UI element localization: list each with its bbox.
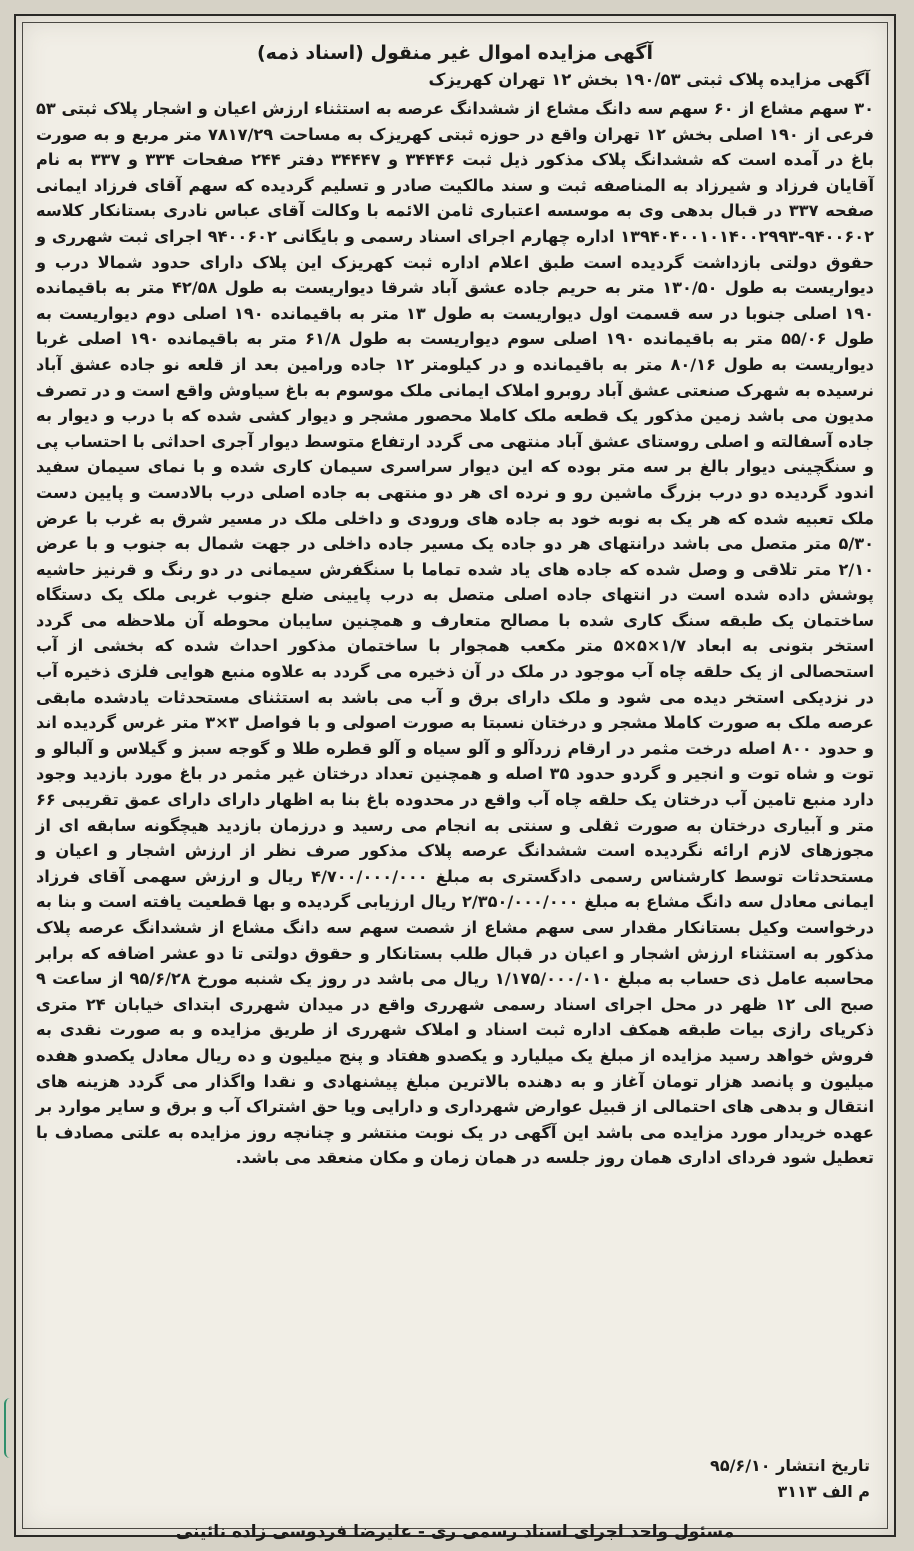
reference-number: م الف ۳۱۱۳ [777, 1482, 870, 1501]
signature-line: مسئول واحد اجرای اسناد رسمی ری - علیرضا فردوسی زاده نائینی [175, 1522, 735, 1542]
notice-subtitle: آگهی مزایده پلاک ثبتی ۱۹۰/۵۳ بخش ۱۲ تهران کهریزک [428, 70, 870, 89]
publication-date: تاریخ انتشار ۹۵/۶/۱۰ [710, 1456, 870, 1475]
notice-title: آگهی مزایده اموال غیر منقول (اسناد ذمه) [256, 42, 653, 64]
notice-body: ۳۰ سهم مشاع از ۶۰ سهم سه دانگ مشاع از ششدانگ عرصه به استثناء ارزش اعیان و اشجار پلاک ثبتی ۵۳ فرعی از ۱۹۰ اصلی بخش ۱۲ تهران واقع در حوزه ثبتی کهریزک به مساحت ۷۸۱۷/۲۹ متر مربع و به صورت باغ در آمده است که ششدانگ پلاک مذکور ذیل ثبت ۳۴۴۴۶ و ۳۴۴۴۷ دفتر ۲۴۴ صفحات ۳۳۴ و ۳۳۷ به نام آقایان فرزاد و شیرزاد به المناصفه ثبت و سند مالکیت صادر و تسلیم گردیده که سهم آقای فرزاد ایمانی صفحه ۳۳۷ در قبال بدهی وی به موسسه اعتباری ثامن الائمه با وکالت آقای عباس نادری بستانکار کلاسه ۹۴۰۰۶۰۲-۱۳۹۴۰۴۰۰۱۰۱۴۰۰۲۹۹۳ اداره چهارم اجرای اسناد رسمی و بایگانی ۹۴۰۰۶۰۲ اجرای ثبت شهرری و حقوق دولتی بازداشت گردیده است طبق اعلام اداره ثبت کهریزک این پلاک دارای حدود شمالا درب و دیواریست به طول ۱۳۰/۵۰ متر به حریم جاده عشق آباد شرقا دیواریست به طول ۴۲/۵۸ متر به باقیمانده ۱۹۰ اصلی جنوبا در سه قسمت اول دیواریست به طول ۱۳ متر به باقیمانده ۱۹۰ اصلی دوم دیواریست به طول ۵۵/۰۶ متر به باقیمانده ۱۹۰ اصلی سوم دیواریست به طول ۶۱/۸ متر به باقیمانده ۱۹۰ اصلی غربا دیواریست به طول ۸۰/۱۶ متر به باقیمانده و در کیلومتر ۱۲ جاده ورامین بعد از قلعه نو جاده عشق آباد نرسیده به شهرک صنعتی عشق آباد روبرو املاک ایمانی ملک موسوم به باغ سیاوش واقع است و در تصرف مدیون می باشد زمین مذکور یک قطعه ملک کاملا محصور مشجر و دیوار کشی شده که با درب و دیوار به جاده آسفالته و اصلی روستای عشق آباد منتهی می گردد ارتفاع متوسط دیوار آجری احداثی با احتساب پی و سنگچینی دیوار بالغ بر سه متر بوده که این دیوار سراسری سیمان کاری شده و با نمای سیمان سفید اندود گردیده دو درب بزرگ ماشین رو و نرده ای هر دو منتهی به جاده اصلی درب بالادست و پایین دست ملک تعبیه شده که هر یک به نوبه خود به جاده های ورودی و داخلی ملک در مسیر شرق به غرب با عرض ۵/۳۰ متر متصل می باشد درانتهای هر دو جاده یک مسیر جاده داخلی در جهت شمال به جنوب و با عرض ۲/۱۰ متر تلاقی و وصل شده که جاده های یاد شده تماما با سنگفرش سیمانی در دو رنگ و قرنیز حاشیه پوشش داده شده است در انتهای جاده اصلی متصل به درب پایینی ضلع جنوب غربی ملک یک دستگاه ساختمان یک طبقه سنگ کاری شده با مصالح متعارف و همچنین سایبان محوطه آن ملاحظه می گردد استخر بتونی به ابعاد ۱/۷×۵×۵ متر مکعب همجوار با ساختمان مذکور احداث شده که بخشی از آب استحصالی از یک حلقه چاه آب موجود در ملک در آن ذخیره می گردد به علاوه منبع هوایی فلزی ذخیره آب در نزدیکی استخر دیده می شود و ملک دارای برق و آب می باشد به استثنای مستحدثات یادشده مابقی عرصه ملک به صورت کاملا مشجر و درختان نسبتا به صورت اصولی و با فواصل ۳×۳ متر غرس گردیده اند و حدود ۸۰۰ اصله درخت مثمر در ارقام زردآلو و آلو سیاه و آلو قطره طلا و گوجه سبز و گیلاس و آلبالو و توت و شاه توت و انجیر و گردو حدود ۳۵ اصله و همچنین تعداد درختان غیر مثمر در باغ مورد بازدید وجود دارد منبع تامین آب درختان یک حلقه چاه آب واقع در محدوده باغ بنا به اظهار دارای دارای عمق تقریبی ۶۶ متر و آبیاری درختان به صورت ثقلی و سنتی به انجام می رسید و درزمان بازدید هیچگونه سابقه ای از مجوزهای لازم ارائه نگردیده است ششدانگ عرصه پلاک مذکور صرف نظر از ارزش اشجار و اعیان و مستحدثات توسط کارشناس رسمی دادگستری به مبلغ ۴/۷۰۰/۰۰۰/۰۰۰ ریال و ارزش سهمی آقای فرزاد ایمانی معادل سه دانگ مشاع به مبلغ ۲/۳۵۰/۰۰۰/۰۰۰ ریال ارزیابی گردیده و بها قطعیت یافته است و بنا به درخواست وکیل بستانکار مقدار سی سهم مشاع از شصت سهم سه دانگ مشاع از ششدانگ عرصه پلاک مذکور به استثناء ارزش اشجار و اعیان در قبال طلب بستانکار و حقوق دولتی تا دو عشر اضافه که برابر محاسبه عامل ذی حساب به مبلغ ۱/۱۷۵/۰۰۰/۰۱۰ ریال می باشد در روز یک شنبه مورخ ۹۵/۶/۲۸ از ساعت ۹ صبح الی ۱۲ ظهر در محل اجرای اسناد رسمی شهرری واقع در میدان شهرری ابتدای خیابان ۲۴ متری ذکریای رازی بیات طبقه همکف اداره ثبت اسناد و املاک شهرری از طریق مزایده و به صورت نقدی به فروش خواهد رسید مزایده از مبلغ یک میلیارد و یکصدو هفتاد و پنج میلیون و ده ریال معادل یکصدو هفده میلیون و پانصد هزار تومان آغاز و به دهنده بالاترین مبلغ پیشنهادی و نقدا واگذار می گردد هزینه های انتقال و بدهی های احتمالی از قبیل عوارض شهرداری و دارایی ویا حق اشتراک آب و برق و سایر موارد بر عهده خریدار مورد مزایده می باشد این آگهی در یک نوبت منتشر و چنانچه روز مزایده به علتی مصادف با تعطیل شود فردای اداری همان روز جلسه در همان زمان و مکان منعقد می باشد. [36, 99, 875, 1168]
pen-mark [4, 1398, 18, 1458]
newspaper-clipping [14, 14, 896, 1542]
